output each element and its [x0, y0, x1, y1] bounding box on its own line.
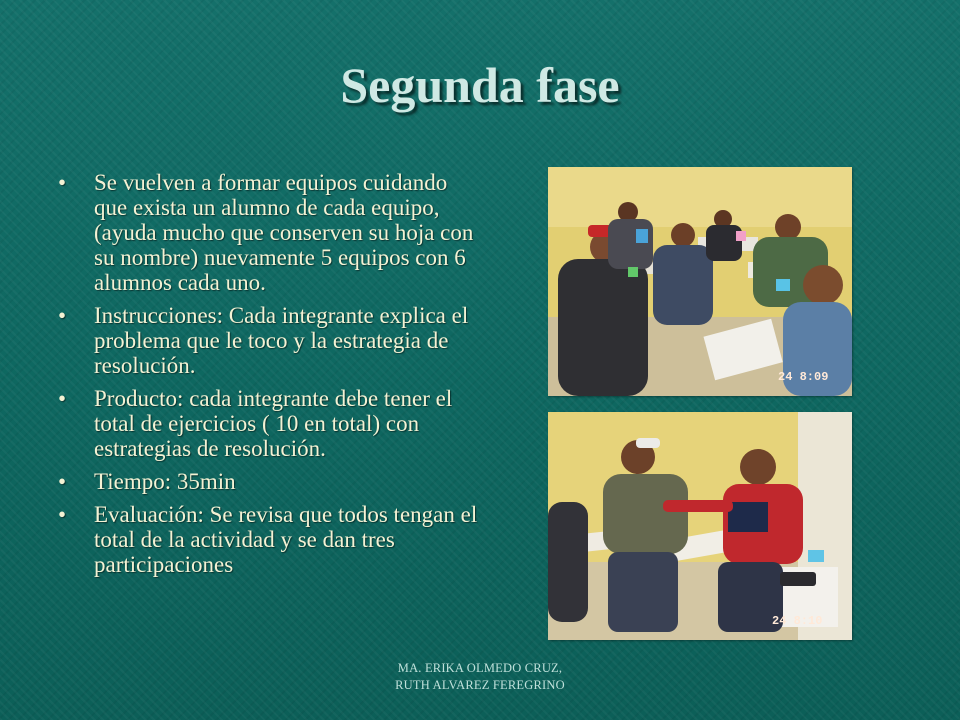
footer-line-1: MA. ERIKA OLMEDO CRUZ, [397, 661, 563, 675]
classroom-photo-1-image [548, 167, 852, 396]
classroom-photo-1 [548, 167, 852, 396]
bullet-item [58, 502, 478, 577]
photo-timestamp: 24 8:09 [778, 370, 829, 384]
bullet-marker: • [58, 386, 67, 411]
bullet-text: Se vuelven a formar equipos cuidando que exista un alumno de cada equipo, (ayuda mucho que conserven su hoja con su nombre) nuevamente 5 equipos con 6 alumnos cada uno. [94, 170, 474, 295]
footer-line-2: RUTH ALVAREZ FEREGRINO [395, 678, 565, 692]
classroom-photo-2 [548, 412, 852, 640]
bullet-marker: • [58, 303, 67, 328]
bullet-list [58, 170, 478, 585]
bullet-text: Tiempo: 35min [94, 469, 236, 494]
classroom-photo-2-image [548, 412, 852, 640]
bullet-text: Evaluación: Se revisa que todos tengan el total de la actividad y se dan tres participaciones [94, 502, 478, 577]
footer-authors [330, 660, 630, 694]
bullet-marker: • [58, 469, 67, 494]
bullet-text: Instrucciones: Cada integrante explica el problema que le toco y la estrategia de resolución. [94, 303, 469, 378]
bullet-marker: • [58, 502, 67, 527]
bullet-text: Producto: cada integrante debe tener el total de ejercicios ( 10 en total) con estrategias de resolución. [94, 386, 453, 461]
bullet-marker: • [58, 170, 67, 195]
slide-title: Segunda fase [340, 57, 620, 113]
bullet-item [58, 386, 478, 461]
bullet-item [58, 303, 478, 378]
bullet-item [58, 469, 478, 494]
bullet-item [58, 170, 478, 295]
photo-timestamp: 24 8:10 [772, 614, 823, 628]
